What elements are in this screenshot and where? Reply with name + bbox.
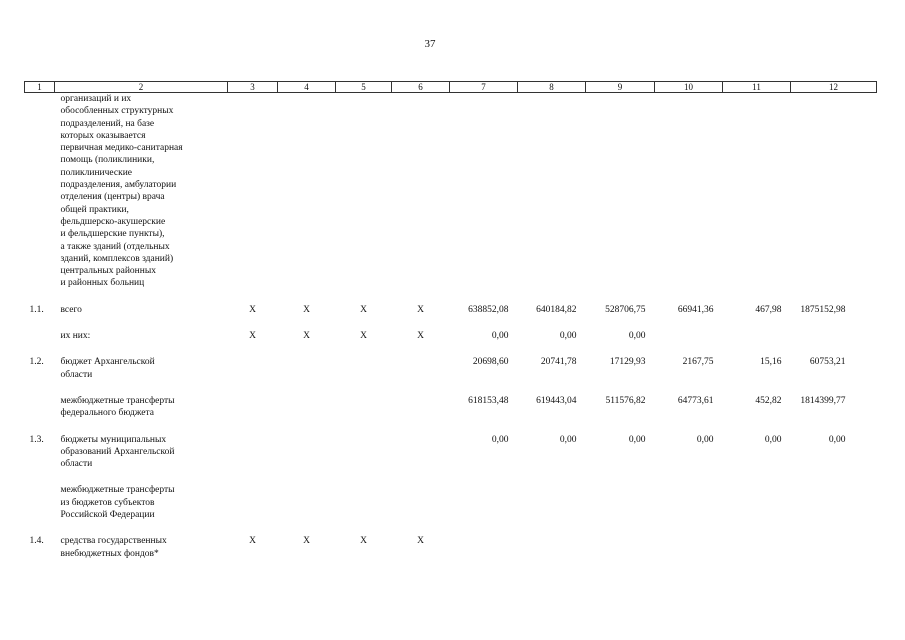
row-label: средства государственных внебюджетных фондов*: [60, 536, 167, 559]
value-cell: 17129,93: [609, 357, 646, 368]
x-cell: [392, 395, 450, 420]
column-number: 6: [392, 82, 450, 93]
row-number: 1.1.: [29, 304, 44, 315]
column-number-header: [25, 82, 877, 93]
x-cell: [278, 434, 336, 471]
row-label: бюджеты муниципальных образований Архангельской области: [60, 434, 175, 470]
row-number: 1.3.: [29, 434, 44, 445]
column-number: 10: [655, 82, 723, 93]
column-number: 9: [586, 82, 655, 93]
value-cell: 15,16: [760, 357, 782, 368]
x-cell: [392, 356, 450, 381]
x-cell: [336, 356, 392, 381]
table-row: [25, 535, 877, 560]
value-cell: 60753,21: [809, 357, 846, 368]
value-cell: 452,82: [755, 395, 782, 406]
value-cell: [723, 484, 791, 521]
column-number: 1: [25, 82, 55, 93]
value-cell: 2167,75: [682, 357, 714, 368]
x-cell: X: [249, 536, 256, 547]
x-cell: [278, 484, 336, 521]
row-number: [25, 484, 55, 521]
value-cell: [655, 535, 723, 560]
x-cell: X: [303, 536, 310, 547]
value-cell: [450, 535, 518, 560]
value-cell: 20698,60: [472, 357, 509, 368]
x-cell: [228, 356, 278, 381]
value-cell: [723, 535, 791, 560]
value-cell: [450, 484, 518, 521]
value-cell: [518, 484, 586, 521]
x-cell: [228, 434, 278, 471]
value-cell: [791, 535, 877, 560]
value-cell: 0,00: [491, 331, 509, 342]
table-row: [25, 330, 877, 342]
row-label: межбюджетные трансферты федерального бюджета: [60, 395, 175, 419]
x-cell: X: [249, 304, 256, 315]
x-cell: [392, 434, 450, 471]
value-cell: 20741,78: [540, 357, 577, 368]
row-label: межбюджетные трансферты из бюджетов субъектов Российской Федерации: [60, 485, 175, 521]
value-cell: [586, 484, 655, 521]
x-cell: X: [303, 304, 310, 315]
value-cell: [791, 330, 877, 342]
x-cell: [278, 395, 336, 420]
column-number: 2: [55, 82, 228, 93]
value-cell: 0,00: [628, 434, 646, 445]
x-cell: X: [360, 304, 367, 315]
table-row: [25, 434, 877, 471]
value-cell: 0,00: [559, 434, 577, 445]
value-cell: 467,98: [755, 304, 782, 315]
value-cell: [518, 535, 586, 560]
x-cell: X: [360, 536, 367, 547]
row-label: их них:: [60, 331, 91, 342]
value-cell: [791, 484, 877, 521]
column-number: 8: [518, 82, 586, 93]
table-row: [25, 304, 877, 316]
column-number: 3: [228, 82, 278, 93]
x-cell: X: [417, 304, 424, 315]
row-number: 1.2.: [29, 357, 44, 368]
value-cell: 640184,82: [536, 304, 577, 315]
continuation-text: организаций и их обособленных структурных подразделений, на базе которых оказывается первичная медико-санитарная помощь (поликлиники, поликлинические подразделения, амбулатории отделения (центры) врача общей практики, фельдшерско-акушерские и фельдшерские пункты), а также зданий (отдельных зданий, комплексов зданий) центральных районных и районных больниц: [60, 94, 183, 289]
value-cell: 0,00: [828, 434, 846, 445]
value-cell: 1814399,77: [800, 395, 846, 406]
column-number: 4: [278, 82, 336, 93]
value-cell: [655, 484, 723, 521]
value-cell: 0,00: [491, 434, 509, 445]
column-number: 5: [336, 82, 392, 93]
value-cell: 618153,48: [468, 395, 509, 406]
value-cell: 0,00: [559, 331, 577, 342]
value-cell: 1875152,98: [800, 304, 846, 315]
column-number: 11: [723, 82, 791, 93]
budget-table: [24, 81, 877, 560]
x-cell: [228, 395, 278, 420]
page-number: 37: [424, 38, 436, 50]
x-cell: [278, 356, 336, 381]
x-cell: [336, 395, 392, 420]
continuation-row: [25, 93, 877, 290]
row-number: [25, 395, 55, 420]
x-cell: X: [417, 331, 424, 342]
value-cell: 66941,36: [677, 304, 714, 315]
column-number: 12: [791, 82, 877, 93]
x-cell: [336, 484, 392, 521]
value-cell: 64773,61: [677, 395, 714, 406]
value-cell: [655, 330, 723, 342]
x-cell: X: [417, 536, 424, 547]
value-cell: 511576,82: [605, 395, 646, 406]
column-number: 7: [450, 82, 518, 93]
x-cell: X: [360, 331, 367, 342]
value-cell: [586, 535, 655, 560]
x-cell: [392, 484, 450, 521]
row-number: 1.4.: [29, 536, 44, 547]
row-number: [25, 330, 55, 342]
x-cell: X: [303, 331, 310, 342]
value-cell: 638852,08: [468, 304, 509, 315]
row-label: бюджет Архангельской области: [60, 357, 155, 380]
x-cell: [336, 434, 392, 471]
row-label: всего: [60, 304, 82, 315]
x-cell: X: [249, 331, 256, 342]
value-cell: 0,00: [628, 331, 646, 342]
table-row: [25, 484, 877, 521]
value-cell: 619443,04: [536, 395, 577, 406]
table-row: [25, 356, 877, 381]
value-cell: 0,00: [696, 434, 714, 445]
value-cell: [723, 330, 791, 342]
value-cell: 528706,75: [605, 304, 646, 315]
x-cell: [228, 484, 278, 521]
table-row: [25, 395, 877, 420]
value-cell: 0,00: [764, 434, 782, 445]
